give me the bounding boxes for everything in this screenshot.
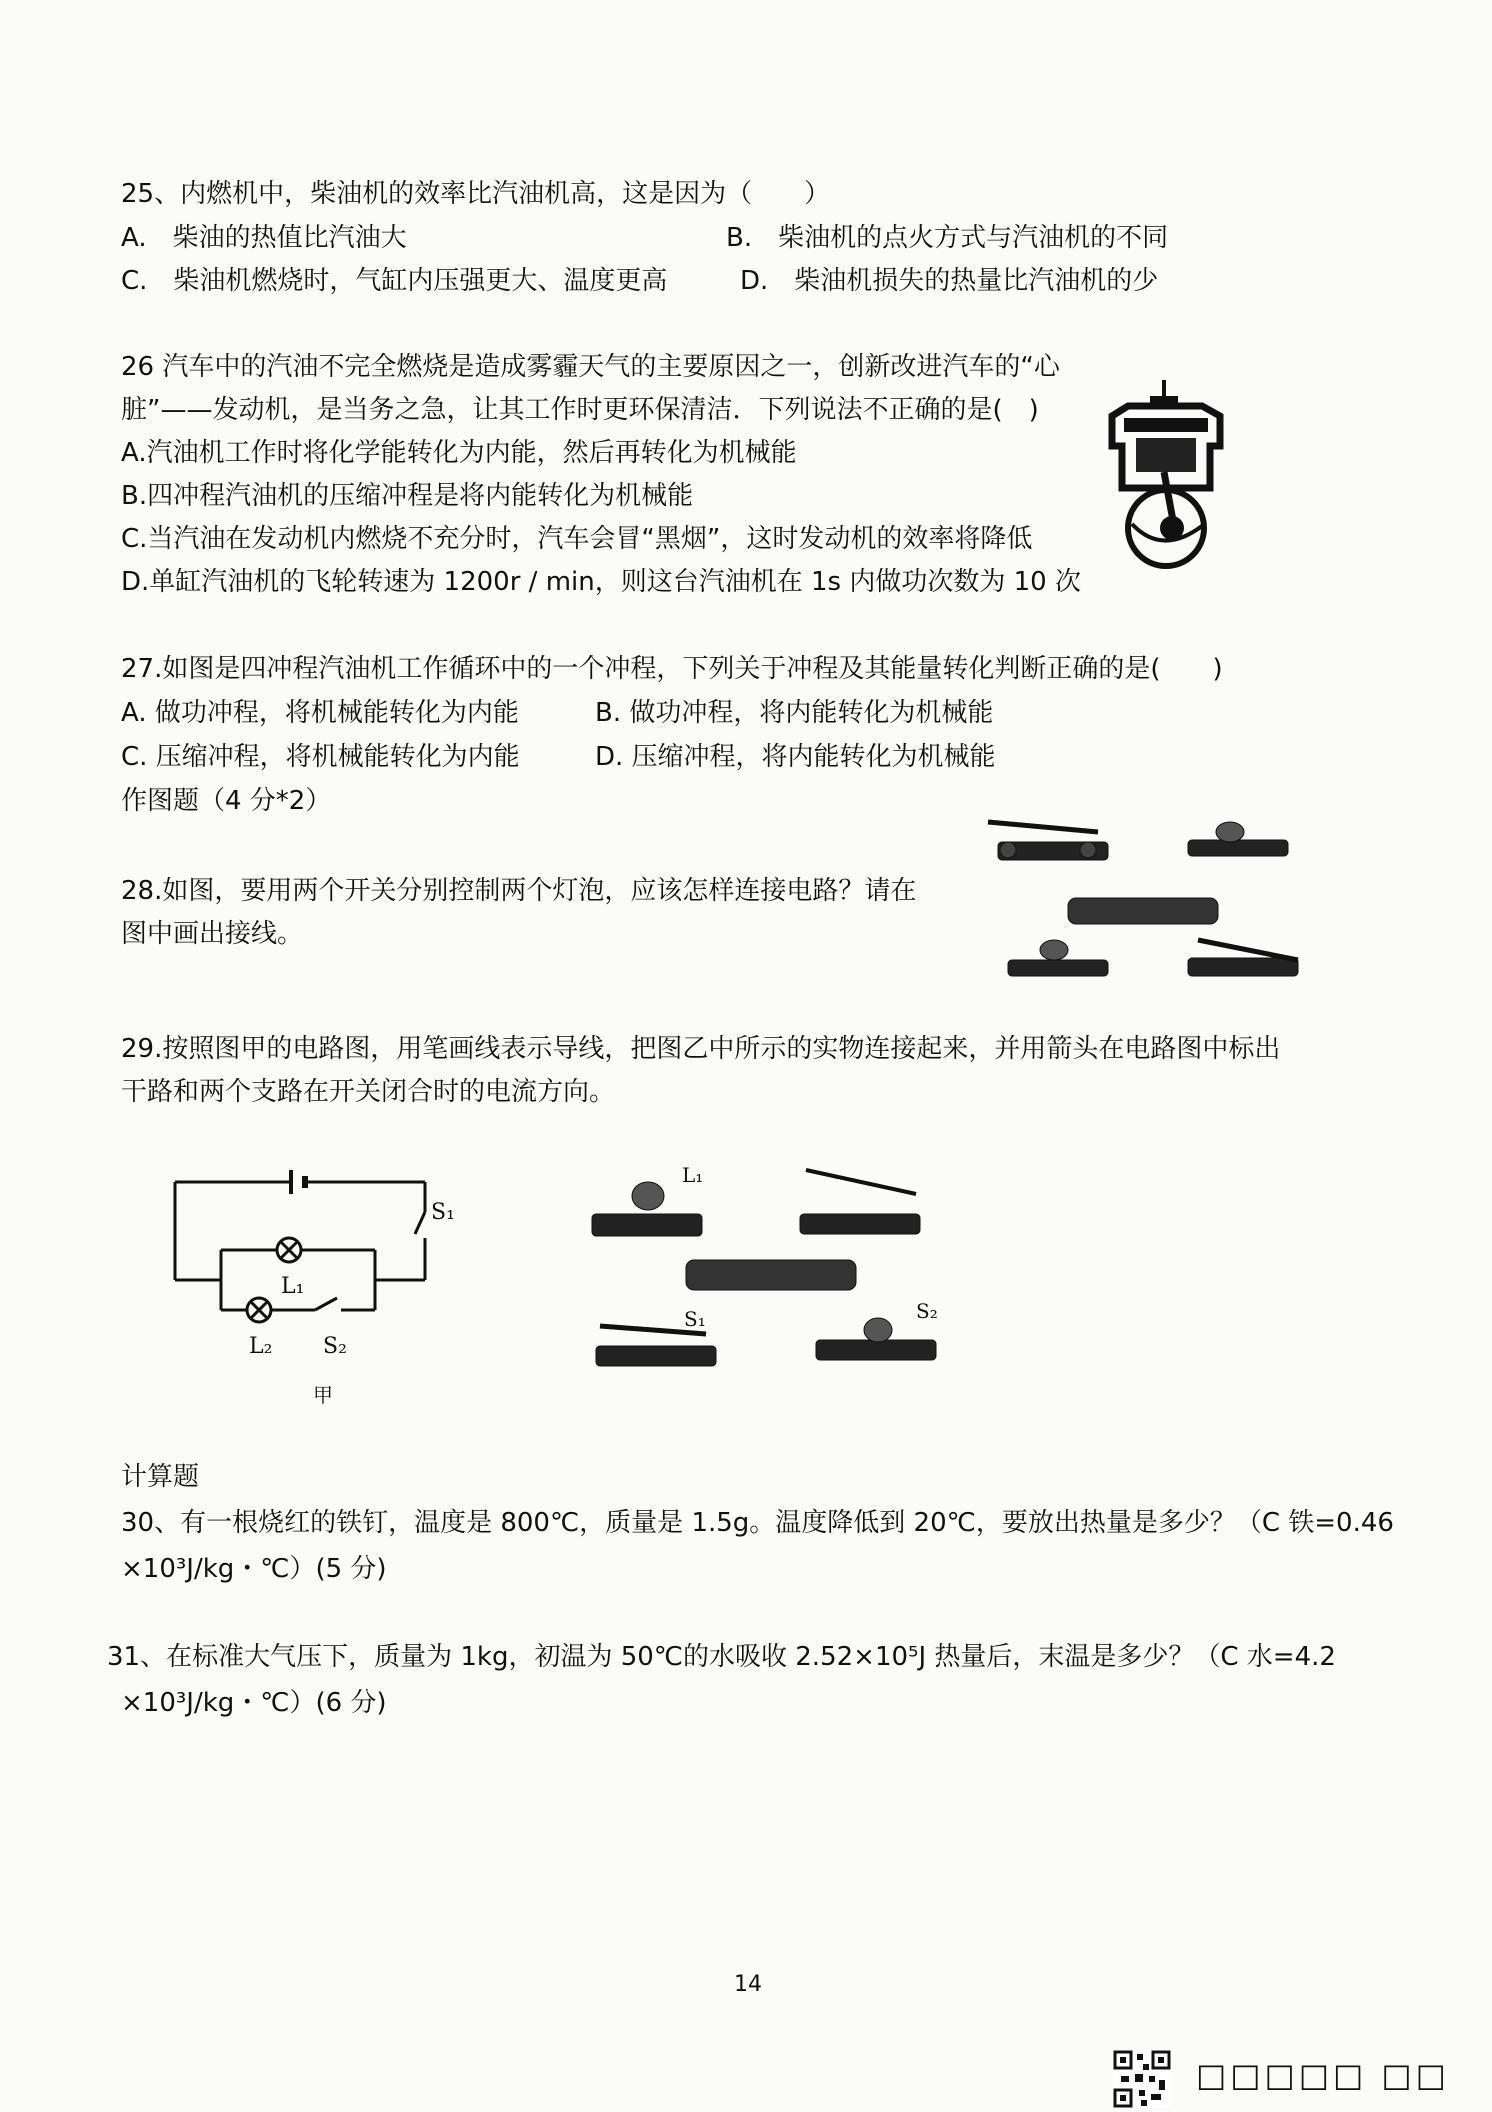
q27-option-d: D. 压缩冲程，将内能转化为机械能	[595, 742, 996, 772]
q31-line2: ×10³J/kg・℃）(6 分)	[121, 1688, 387, 1718]
footer-boxes: □□□□□ □□	[1196, 2056, 1450, 2094]
q26-option-c: C.当汽油在发动机内燃烧不充分时，汽车会冒“黑烟”，这时发动机的效率将降低	[121, 524, 1033, 554]
q26-option-d: D.单缸汽油机的飞轮转速为 1200r / min，则这台汽油机在 1s 内做功次数为 10 次	[121, 567, 1081, 597]
label-l2: L₂	[249, 1334, 273, 1359]
circuit-photo	[586, 1150, 966, 1390]
qr-code-icon	[1113, 2050, 1171, 2108]
q30-line2: ×10³J/kg・℃）(5 分)	[121, 1554, 387, 1584]
label-s1: S₁	[431, 1200, 455, 1225]
q26-stem-line1: 26 汽车中的汽油不完全燃烧是造成雾霾天气的主要原因之一，创新改进汽车的“心	[121, 352, 1060, 382]
label-s2: S₂	[323, 1334, 347, 1359]
q25-stem: 25、内燃机中，柴油机的效率比汽油机高，这是因为（ ）	[121, 179, 831, 209]
circuit-diagram	[165, 1148, 455, 1407]
photo-label-s1: S₁	[684, 1307, 706, 1331]
section-calc-title: 计算题	[121, 1462, 200, 1492]
q25-option-b: B. 柴油机的点火方式与汽油机的不同	[726, 223, 1169, 253]
q28-line1: 28.如图，要用两个开关分别控制两个灯泡，应该怎样连接电路？请在	[121, 876, 917, 906]
q25-option-a: A. 柴油的热值比汽油大	[121, 223, 407, 253]
q26-option-a: A.汽油机工作时将化学能转化为内能，然后再转化为机械能	[121, 438, 797, 468]
q28-component-photo	[978, 810, 1308, 1010]
photo-label-s2: S₂	[916, 1299, 938, 1323]
q25-option-c: C. 柴油机燃烧时，气缸内压强更大、温度更高	[121, 266, 668, 296]
q30-line1: 30、有一根烧红的铁钉，温度是 800℃，质量是 1.5g。温度降低到 20℃，要放出热量是多少？（C 铁=0.46	[121, 1508, 1394, 1538]
page-number: 14	[734, 1972, 762, 1997]
q28-line2: 图中画出接线。	[121, 919, 304, 949]
q26-stem-line2: 脏”——发动机，是当务之急，让其工作时更环保清洁．下列说法不正确的是( )	[121, 395, 1039, 425]
q29-line2: 干路和两个支路在开关闭合时的电流方向。	[121, 1077, 616, 1107]
q27-option-c: C. 压缩冲程，将机械能转化为内能	[121, 742, 520, 772]
q26-option-b: B.四冲程汽油机的压缩冲程是将内能转化为机械能	[121, 481, 694, 511]
q27-option-b: B. 做功冲程，将内能转化为机械能	[595, 698, 994, 728]
q29-line1: 29.按照图甲的电路图，用笔画线表示导线，把图乙中所示的实物连接起来，并用箭头在电路图中标出	[121, 1034, 1281, 1064]
circuit-caption: 甲	[313, 1383, 333, 1407]
section-drawing-title: 作图题（4 分*2）	[121, 786, 332, 816]
q25-option-d: D. 柴油机损失的热量比汽油机的少	[740, 266, 1159, 296]
engine-diagram	[1102, 376, 1232, 572]
q31-line1: 31、在标准大气压下，质量为 1kg，初温为 50℃的水吸收 2.52×10⁵J 热量后，末温是多少？（C 水=4.2	[107, 1642, 1336, 1672]
photo-label-l1: L₁	[682, 1163, 704, 1187]
q27-option-a: A. 做功冲程，将机械能转化为内能	[121, 698, 519, 728]
q27-stem: 27.如图是四冲程汽油机工作循环中的一个冲程，下列关于冲程及其能量转化判断正确的是( )	[121, 654, 1223, 684]
label-l1: L₁	[281, 1274, 305, 1299]
